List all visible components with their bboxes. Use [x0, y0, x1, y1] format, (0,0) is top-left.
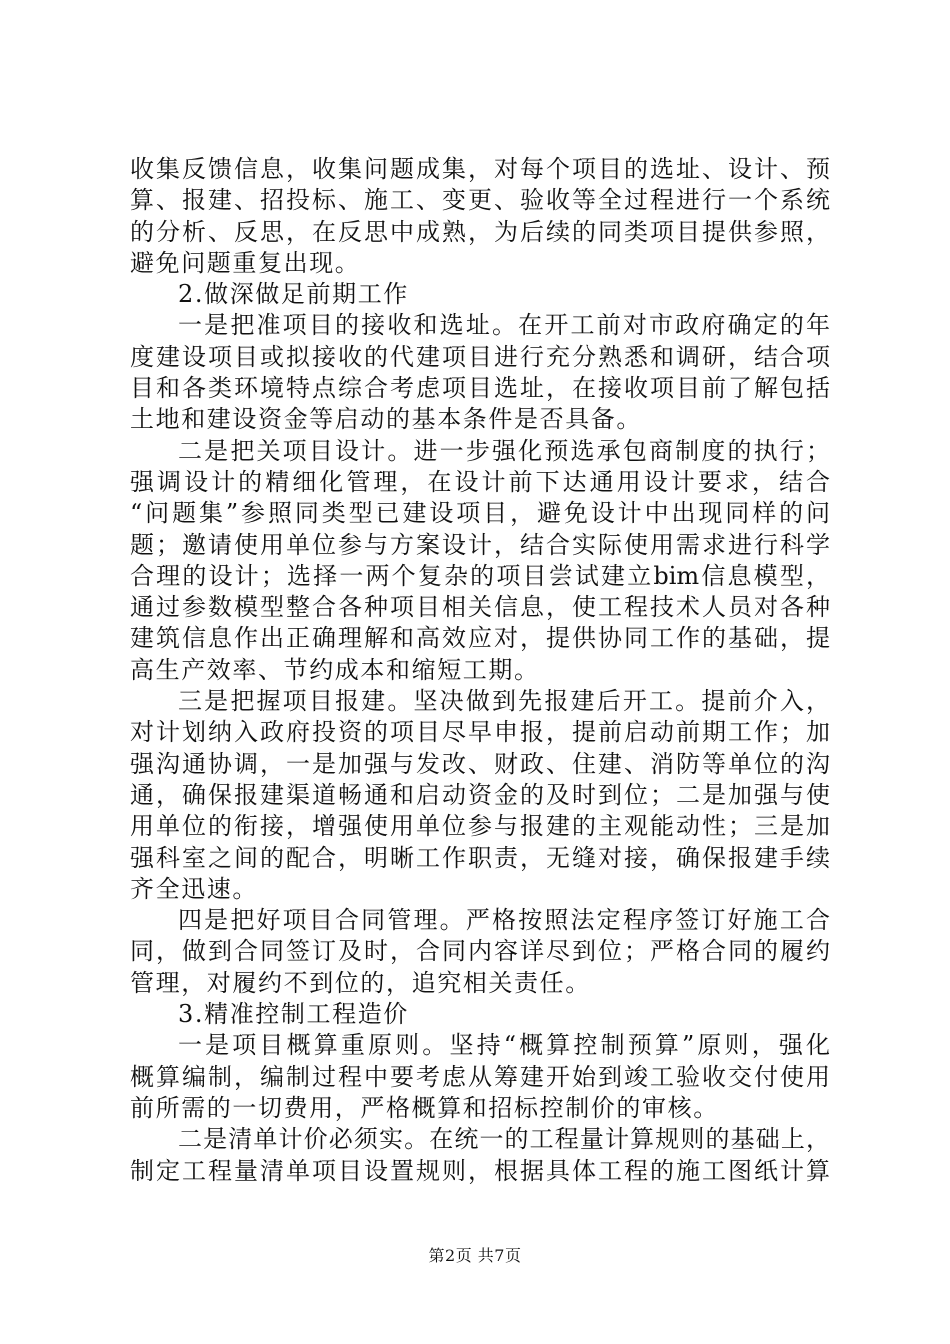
text-line: 三是把握项目报建。坚决做到先报建后开工。提前介入， — [178, 687, 830, 716]
text-line: 土地和建设资金等启动的基本条件是否具备。 — [130, 405, 642, 434]
text-line: 收集反馈信息，收集问题成集，对每个项目的选址、设计、预 — [130, 155, 830, 183]
text-line: 概算编制，编制过程中要考虑从筹建开始到竣工验收交付使用 — [130, 1062, 830, 1091]
text-line: 同，做到合同签订及时，合同内容详尽到位；严格合同的履约 — [130, 937, 830, 966]
text-line: 四是把好项目合同管理。严格按照法定程序签订好施工合 — [178, 906, 830, 935]
body-text — [130, 154, 830, 1187]
text-line: 目和各类环境特点综合考虑项目选址，在接收项目前了解包括 — [130, 374, 830, 403]
text-line: 二是清单计价必须实。在统一的工程量计算规则的基础上， — [178, 1125, 830, 1154]
text-line: 前所需的一切费用，严格概算和招标控制价的审核。 — [130, 1093, 719, 1122]
section-heading: 3.精准控制工程造价 — [178, 1000, 409, 1029]
section-heading: 2.做深做足前期工作 — [178, 280, 409, 309]
text-line: 一是项目概算重原则。坚持“概算控制预算”原则，强化 — [178, 1031, 830, 1060]
text-line: 避免问题重复出现。 — [130, 248, 361, 277]
text-line: 强科室之间的配合，明晰工作职责，无缝对接，确保报建手续 — [130, 843, 830, 872]
text-line: 一是把准项目的接收和选址。在开工前对市政府确定的年 — [178, 311, 830, 340]
text-line: 齐全迅速。 — [130, 874, 258, 903]
text-line: 用单位的衔接，增强使用单位参与报建的主观能动性；三是加 — [130, 812, 830, 841]
text-line: 算、报建、招投标、施工、变更、验收等全过程进行一个系统 — [130, 186, 830, 215]
text-line: 建筑信息作出正确理解和高效应对，提供协同工作的基础，提 — [130, 624, 830, 653]
text-line: 度建设项目或拟接收的代建项目进行充分熟悉和调研，结合项 — [130, 342, 830, 371]
text-line: 高生产效率、节约成本和缩短工期。 — [130, 655, 540, 684]
text-line: 管理，对履约不到位的，追究相关责任。 — [130, 968, 591, 997]
text-line: 题；邀请使用单位参与方案设计，结合实际使用需求进行科学 — [130, 530, 830, 559]
text-line: 通过参数模型整合各种项目相关信息，使工程技术人员对各种 — [130, 593, 830, 622]
text-line: 的分析、反思，在反思中成熟，为后续的同类项目提供参照， — [130, 217, 830, 246]
text-line: 二是把关项目设计。进一步强化预选承包商制度的执行； — [178, 436, 830, 465]
text-line: 通，确保报建渠道畅通和启动资金的及时到位；二是加强与使 — [130, 780, 830, 809]
text-line: 强调设计的精细化管理，在设计前下达通用设计要求，结合 — [130, 467, 830, 496]
page-footer: 第2页 共7页 — [428, 1246, 522, 1265]
text-line: 合理的设计；选择一两个复杂的项目尝试建立bim信息模型， — [130, 561, 830, 590]
text-line: 强沟通协调，一是加强与发改、财政、住建、消防等单位的沟 — [130, 749, 830, 778]
text-line: 对计划纳入政府投资的项目尽早申报，提前启动前期工作；加 — [130, 718, 830, 747]
text-line: 制定工程量清单项目设置规则，根据具体工程的施工图纸计算 — [130, 1156, 830, 1185]
text-line: “问题集”参照同类型已建设项目，避免设计中出现同样的问 — [130, 499, 830, 528]
